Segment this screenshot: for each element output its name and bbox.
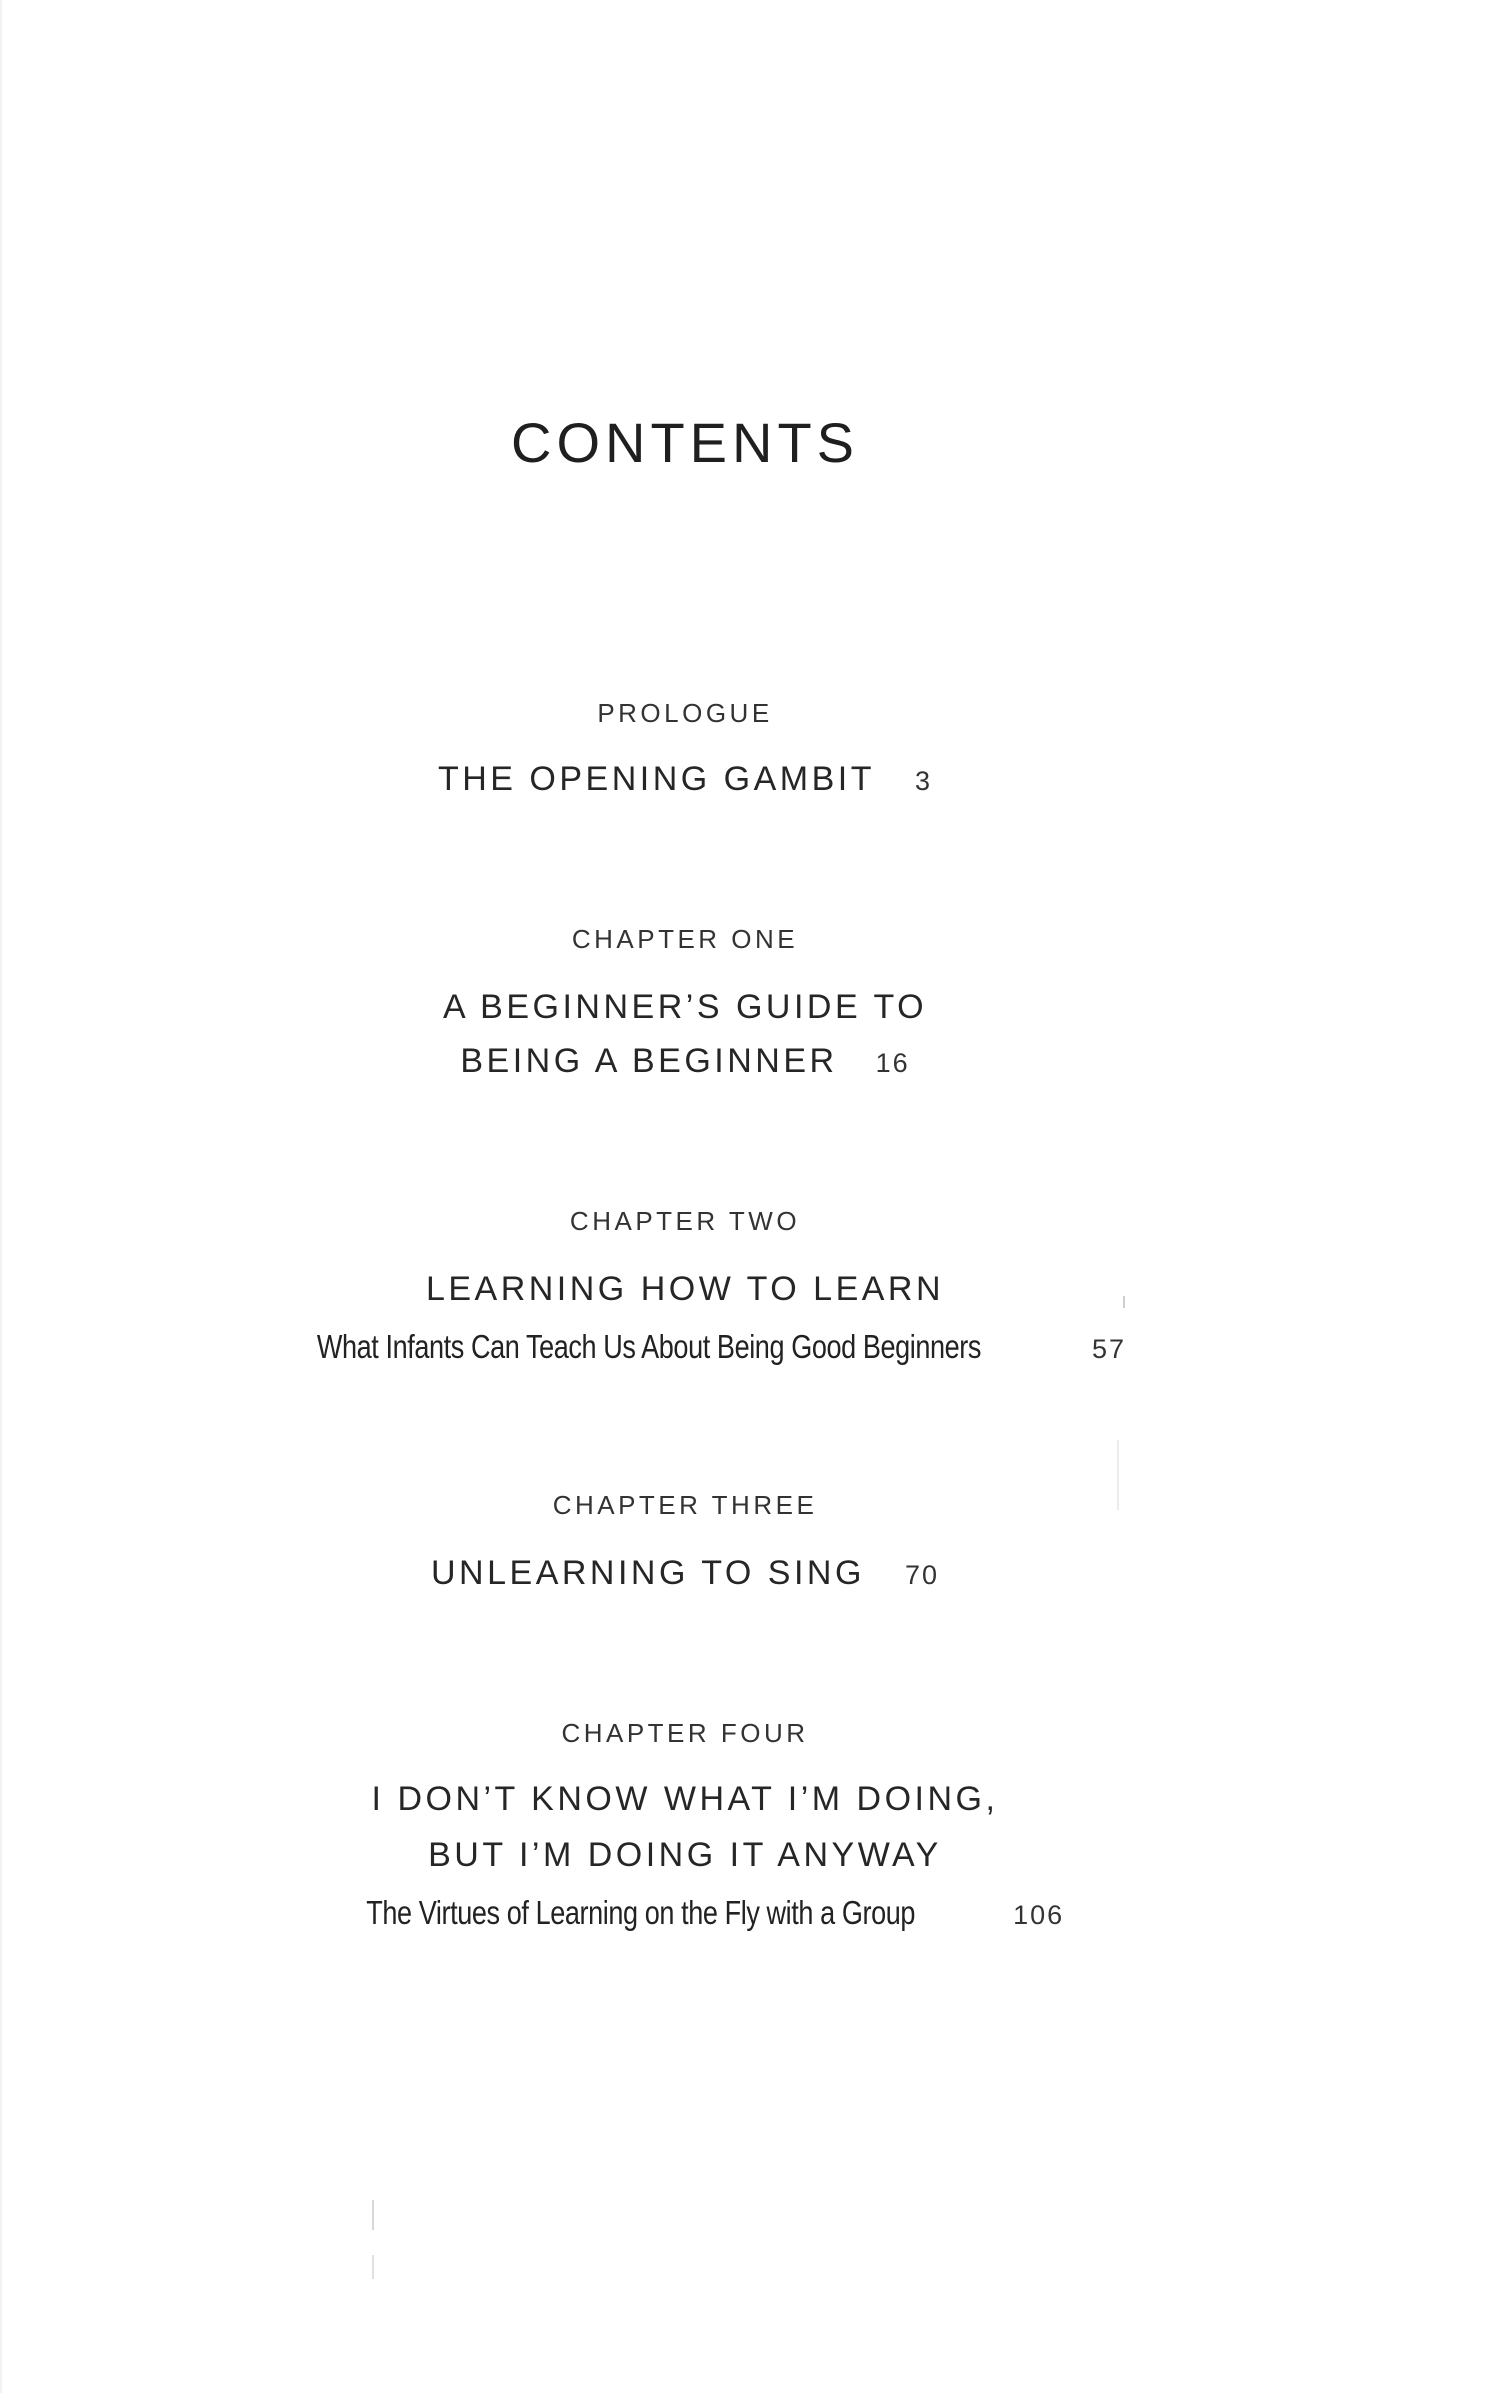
section-label-chapter-one: CHAPTER ONE	[571, 924, 799, 954]
section-title-prologue	[0, 752, 1370, 808]
section-subtitle: What Infants Can Teach Us About Being Good Beginners	[316, 1328, 982, 1365]
section-title-line: UNLEARNING TO SING	[431, 1554, 865, 1592]
section-label-chapter-two: CHAPTER TWO	[569, 1206, 801, 1236]
section-title-chapter-four-line-2: BUT I’M DOING IT ANYWAY	[428, 1836, 942, 1874]
page-number: 106	[1013, 1900, 1065, 1930]
section-label-chapter-four: CHAPTER FOUR	[561, 1718, 809, 1748]
section-subtitle-row-chapter-four	[0, 1894, 1370, 1932]
section-title-chapter-four-line-1: I DON’T KNOW WHAT I’M DOING,	[371, 1780, 999, 1818]
section-title-line: THE OPENING GAMBIT	[437, 760, 875, 798]
section-label-prologue: PROLOGUE	[597, 698, 773, 728]
section-label-chapter-three: CHAPTER THREE	[552, 1490, 818, 1520]
page-title: CONTENTS	[511, 411, 859, 474]
page-number: 57	[1091, 1334, 1126, 1364]
scan-speck	[1123, 1296, 1125, 1308]
page-number: 16	[875, 1048, 910, 1078]
section-subtitle-row-chapter-two	[0, 1328, 1370, 1366]
scan-streak	[372, 2255, 374, 2279]
scan-streak	[1117, 1440, 1119, 1510]
section-subtitle: The Virtues of Learning on the Fly with a Group	[366, 1894, 915, 1931]
section-title-chapter-one-line-2	[0, 1034, 1370, 1090]
section-title-chapter-three	[0, 1546, 1370, 1602]
scan-edge	[0, 0, 2, 2393]
section-title-line: BEING A BEGINNER	[460, 1042, 838, 1080]
section-title-chapter-one-line-1: A BEGINNER’S GUIDE TO	[442, 988, 928, 1026]
section-title-chapter-two: LEARNING HOW TO LEARN	[425, 1270, 945, 1308]
page-number: 3	[915, 766, 933, 796]
scan-streak	[372, 2200, 374, 2230]
page-number: 70	[904, 1560, 939, 1590]
